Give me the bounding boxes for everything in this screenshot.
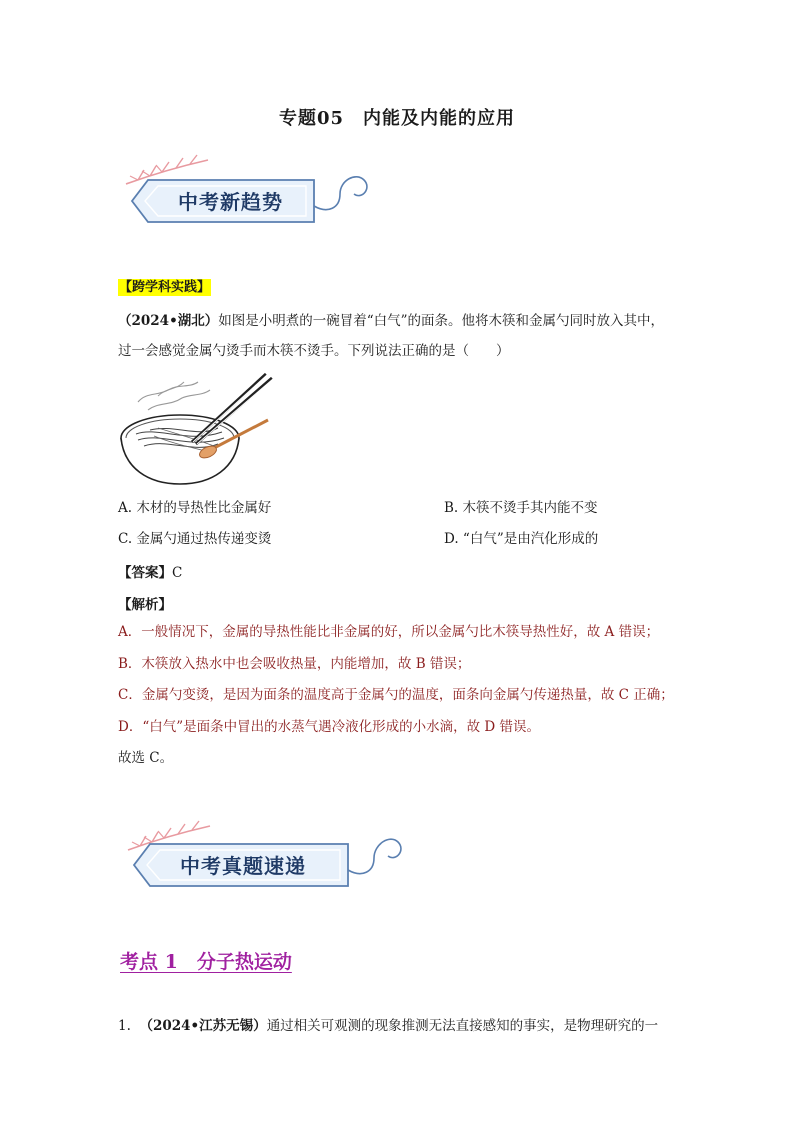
- question-stem-line1: 如图是小明煮的一碗冒着“白气”的面条。他将木筷和金属勺同时放入其中，: [218, 313, 665, 329]
- question-source: （2024•湖北）: [118, 313, 219, 329]
- option-d: D. “白气”是由汽化形成的: [444, 531, 599, 547]
- analysis-c: C．金属勺变烫，是因为面条的温度高于金属勺的温度，面条向金属勺传递热量，故 C 正确；: [118, 687, 674, 703]
- analysis-label: 【解析】: [118, 597, 172, 613]
- page-title: 专题05 内能及内能的应用: [278, 108, 516, 129]
- question-stem: [118, 306, 678, 366]
- analysis-block: [118, 617, 678, 775]
- question-tag: 【跨学科实践】: [119, 280, 211, 295]
- noodle-bowl-icon: [118, 368, 278, 488]
- answer-line: [118, 561, 182, 581]
- answer-label: 【答案】: [118, 565, 172, 581]
- option-c: C. 金属勺通过热传递变烫: [118, 531, 272, 547]
- kaodian-heading: 考点 1 分子热运动: [120, 951, 292, 973]
- analysis-a: A．一般情况下，金属的导热性能比非金属的好，所以金属勺比木筷导热性好，故 A 错误；: [118, 624, 660, 640]
- next-question: [118, 1014, 688, 1034]
- analysis-conclusion: 故选 C。: [118, 750, 174, 766]
- section-banner-real: [120, 818, 420, 918]
- section-banner-trend: [118, 150, 418, 250]
- analysis-b: B．木筷放入热水中也会吸收热量，内能增加，故 B 错误；: [118, 655, 471, 672]
- answer-value: C: [172, 565, 183, 581]
- option-a: A. 木材的导热性比金属好: [118, 500, 272, 516]
- noodle-bowl-figure: [118, 368, 278, 488]
- next-question-text: 通过相关可观测的现象推测无法直接感知的事实，是物理研究的一: [266, 1018, 659, 1034]
- next-question-number: 1.: [118, 1018, 131, 1034]
- question-stem-line2: 过一会感觉金属勺烫手而木筷不烫手。下列说法正确的是（ ）: [118, 343, 510, 359]
- next-question-source: （2024•江苏无锡）: [139, 1018, 267, 1034]
- option-b: B. 木筷不烫手其内能不变: [444, 500, 598, 516]
- banner-real-label: 中考真题速递: [180, 854, 306, 878]
- analysis-d: D．“白气”是面条中冒出的水蒸气遇冷液化形成的小水滴，故 D 错误。: [118, 718, 541, 735]
- banner-trend-label: 中考新趋势: [178, 190, 283, 214]
